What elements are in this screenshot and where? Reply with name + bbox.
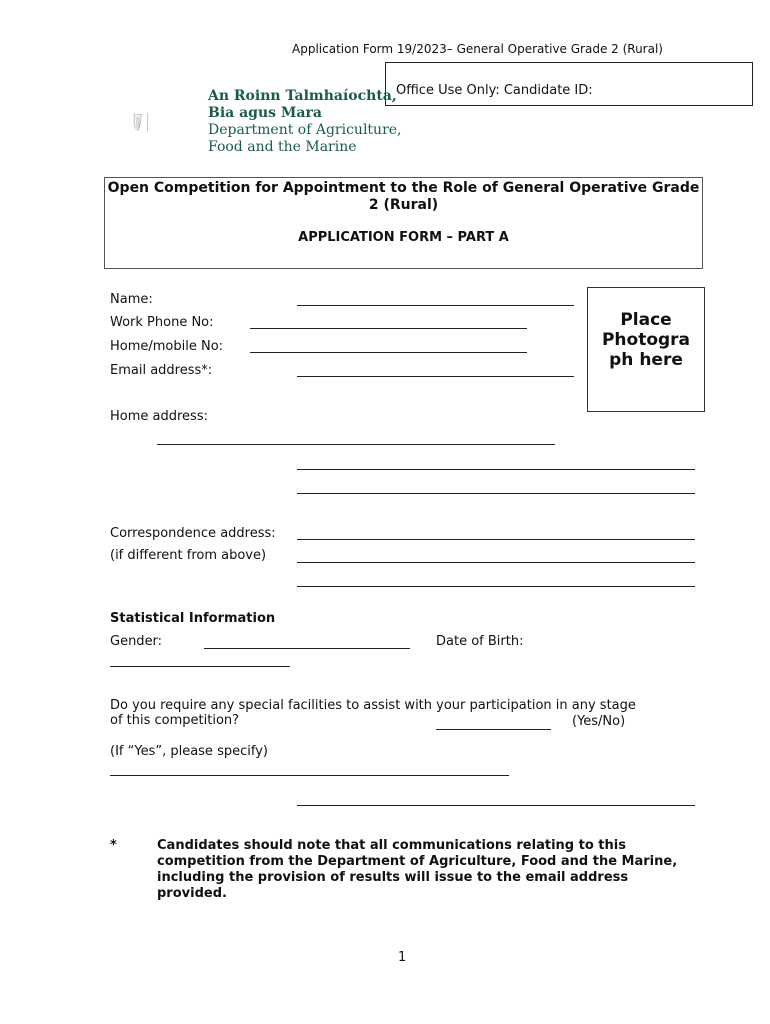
dob-field[interactable]: [110, 666, 290, 667]
photo-label-line1: Place: [620, 310, 672, 330]
department-name: [208, 88, 402, 156]
title-box: [104, 177, 703, 269]
home-address-label: Home address:: [110, 409, 208, 424]
correspondence-label: Correspondence address:: [110, 526, 276, 541]
home-address-line-2[interactable]: [297, 469, 695, 470]
work-phone-label: Work Phone No:: [110, 315, 214, 330]
photo-label-line3: ph here: [609, 350, 683, 370]
dob-label: Date of Birth:: [436, 634, 524, 649]
yes-no-label: (Yes/No): [572, 714, 626, 729]
department-english-line1: Department of Agriculture,: [208, 122, 402, 138]
correspondence-line-2[interactable]: [297, 562, 695, 563]
gender-label: Gender:: [110, 634, 163, 649]
office-use-label: Office Use Only: Candidate ID:: [396, 83, 593, 98]
photo-label-line2: Photogra: [601, 330, 691, 350]
page-number: 1: [398, 950, 407, 965]
if-different-label: (if different from above): [110, 548, 267, 563]
home-mobile-label: Home/mobile No:: [110, 339, 224, 354]
name-label: Name:: [110, 292, 153, 307]
office-use-box: [385, 62, 753, 106]
if-yes-line-2[interactable]: [297, 805, 695, 806]
form-subtitle: APPLICATION FORM – PART A: [298, 230, 509, 245]
department-irish-line1: An Roinn Talmhaíochta,: [208, 88, 397, 104]
facilities-question-line2: of this competition?: [110, 713, 240, 728]
running-header: Application Form 19/2023– General Operative Grade 2 (Rural): [292, 42, 663, 56]
correspondence-line-3[interactable]: [297, 586, 695, 587]
department-irish-line2: Bia agus Mara: [208, 105, 322, 121]
facilities-answer-field[interactable]: [436, 729, 551, 730]
if-yes-label: (If “Yes”, please specify): [110, 744, 268, 759]
email-field[interactable]: [297, 376, 574, 377]
home-address-line-1[interactable]: [157, 444, 555, 445]
gender-field[interactable]: [204, 648, 410, 649]
harp-logo-icon: [132, 86, 202, 158]
note-asterisk: *: [110, 838, 117, 853]
photo-placeholder[interactable]: [587, 287, 705, 412]
correspondence-line-1[interactable]: [297, 539, 695, 540]
statistical-heading: Statistical Information: [110, 611, 276, 626]
if-yes-line-1[interactable]: [110, 775, 509, 776]
name-field[interactable]: [297, 305, 574, 306]
home-address-line-3[interactable]: [297, 493, 695, 494]
email-notice: Candidates should note that all communications relating to this competition from the Department of Agriculture, Food and the Marine, including the provision of results will issue to the email address provided.: [157, 838, 678, 901]
work-phone-field[interactable]: [250, 328, 527, 329]
department-english-line2: Food and the Marine: [208, 139, 357, 155]
form-title: Open Competition for Appointment to the Role of General Operative Grade 2 (Rural): [107, 180, 700, 213]
home-mobile-field[interactable]: [250, 352, 527, 353]
facilities-question-line1: Do you require any special facilities to assist with your participation in any stage: [110, 698, 636, 713]
email-label: Email address*:: [110, 363, 213, 378]
